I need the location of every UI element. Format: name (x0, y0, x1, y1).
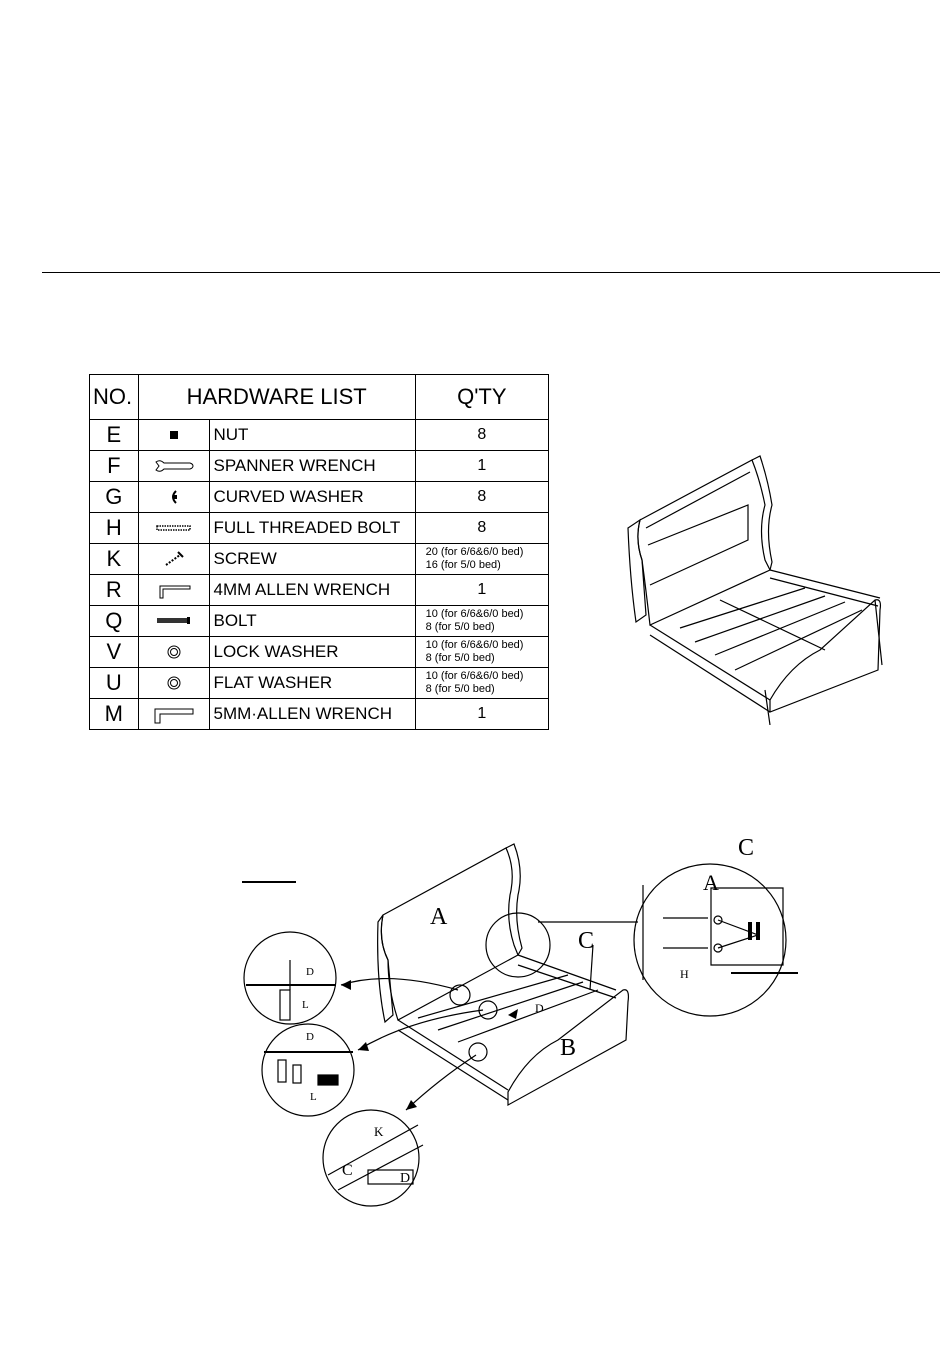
label-detail-d1: D (306, 966, 314, 978)
assembled-bed-illustration (620, 450, 890, 725)
label-headboard: A (430, 904, 448, 930)
qty-line: 8 (for 5/0 bed) (425, 683, 495, 695)
part-qty (415, 637, 548, 668)
part-qty: 8 (415, 513, 548, 544)
part-no: Q (90, 606, 139, 637)
assembly-diagram (238, 830, 818, 1215)
qty-line: 8 (for 5/0 bed) (425, 621, 495, 633)
threaded-bolt-icon (138, 513, 210, 544)
part-qty: 8 (415, 482, 548, 513)
table-row (90, 637, 549, 668)
table-row (90, 668, 549, 699)
table-row (90, 420, 549, 451)
table-row (90, 482, 549, 513)
label-detail-l2: L (310, 1091, 317, 1103)
part-no: F (90, 451, 139, 482)
label-footboard: B (560, 1035, 577, 1061)
label-detail-d3: D (400, 1171, 411, 1186)
qty-line: 20 (for 6/6&6/0 bed) (425, 546, 524, 558)
nut-icon (138, 420, 210, 451)
allen-wrench-icon (138, 575, 210, 606)
part-no: V (90, 637, 139, 668)
part-name: LOCK WASHER (210, 637, 415, 668)
part-no: G (90, 482, 139, 513)
qty-line: 10 (for 6/6&6/0 bed) (425, 608, 524, 620)
bolt-icon (138, 606, 210, 637)
screw-icon (138, 544, 210, 575)
label-detail-d2: D (306, 1031, 314, 1043)
header-no: NO. (90, 375, 139, 420)
part-qty: 8 (415, 420, 548, 451)
label-slat: D (535, 1001, 544, 1015)
part-name: FLAT WASHER (210, 668, 415, 699)
part-qty (415, 668, 548, 699)
part-no: E (90, 420, 139, 451)
label-callout-headboard: A (703, 870, 719, 895)
table-header-row (90, 375, 549, 420)
label-detail-c: C (342, 1162, 353, 1179)
qty-line: 16 (for 5/0 bed) (425, 559, 501, 571)
part-qty: 1 (415, 575, 548, 606)
qty-line: 8 (for 5/0 bed) (425, 652, 495, 664)
label-callout-rail: C (738, 835, 755, 861)
part-name: SCREW (210, 544, 415, 575)
part-qty (415, 606, 548, 637)
table-row (90, 513, 549, 544)
table-row (90, 606, 549, 637)
part-no: M (90, 699, 139, 730)
part-no: K (90, 544, 139, 575)
part-name: CURVED WASHER (210, 482, 415, 513)
table-row (90, 699, 549, 730)
part-name: NUT (210, 420, 415, 451)
part-qty: 1 (415, 451, 548, 482)
part-name: BOLT (210, 606, 415, 637)
part-name: 4MM ALLEN WRENCH (210, 575, 415, 606)
lock-washer-icon (138, 637, 210, 668)
part-qty: 1 (415, 699, 548, 730)
label-callout-bolt: H (680, 967, 689, 981)
curved-washer-icon (138, 482, 210, 513)
spanner-wrench-icon (138, 451, 210, 482)
table-row (90, 575, 549, 606)
part-qty (415, 544, 548, 575)
qty-line: 10 (for 6/6&6/0 bed) (425, 670, 524, 682)
flat-washer-icon (138, 668, 210, 699)
label-detail-l1: L (302, 999, 309, 1011)
table-row (90, 544, 549, 575)
part-no: H (90, 513, 139, 544)
label-detail-k: K (374, 1124, 384, 1139)
hardware-list-table (89, 374, 549, 730)
label-side-rail: C (578, 928, 595, 954)
part-no: U (90, 668, 139, 699)
qty-line: 10 (for 6/6&6/0 bed) (425, 639, 524, 651)
part-name: 5MM·ALLEN WRENCH (210, 699, 415, 730)
allen-wrench-icon (138, 699, 210, 730)
header-hardware-list: HARDWARE LIST (138, 375, 415, 420)
part-name: FULL THREADED BOLT (210, 513, 415, 544)
part-no: R (90, 575, 139, 606)
divider-line (42, 272, 940, 273)
table-row (90, 451, 549, 482)
part-name: SPANNER WRENCH (210, 451, 415, 482)
header-qty: Q'TY (415, 375, 548, 420)
